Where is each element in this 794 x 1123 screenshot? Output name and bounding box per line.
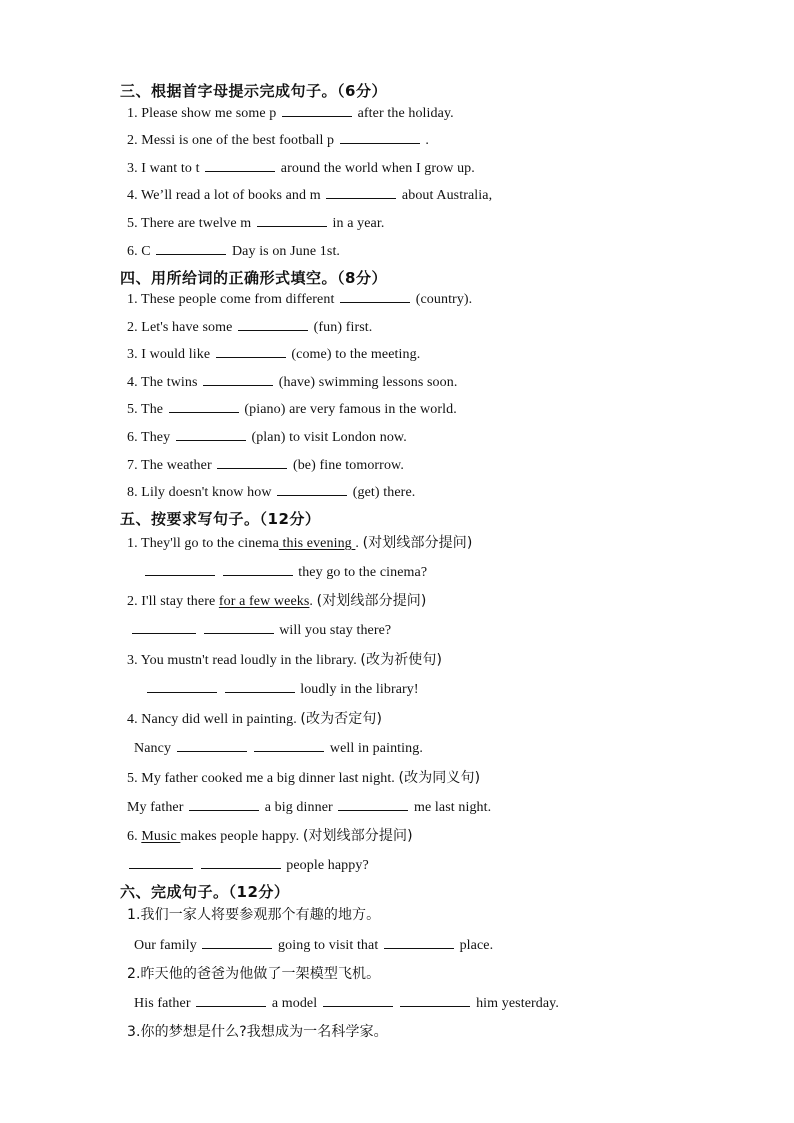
answer-blank[interactable] — [132, 620, 196, 634]
s4-question-7: 7. The weather (be) fine tomorrow. — [127, 455, 404, 474]
answer-blank[interactable] — [326, 185, 396, 199]
s4-question-4: 4. The twins (have) swimming lessons soon. — [127, 372, 457, 391]
section-6-title: 六、完成句子。（12分） — [120, 883, 290, 901]
s4-question-1: 1. These people come from different (country). — [127, 289, 472, 308]
s6-answer-1: Our family going to visit that place. — [134, 935, 493, 954]
s5-question-1: 1. They'll go to the cinema this evening . (对划线部分提问) — [127, 535, 473, 551]
s3-question-1: 1. Please show me some p after the holiday. — [127, 103, 454, 122]
answer-blank[interactable] — [257, 213, 327, 227]
answer-blank[interactable] — [145, 562, 215, 576]
section-3-title: 三、根据首字母提示完成句子。（6分） — [120, 82, 387, 100]
answer-blank[interactable] — [238, 317, 308, 331]
s5-question-5: 5. My father cooked me a big dinner last night. (改为同义句) — [127, 770, 481, 786]
s5-question-3: 3. You mustn't read loudly in the library. (改为祈使句) — [127, 652, 443, 668]
answer-blank[interactable] — [277, 482, 347, 496]
s5-answer-6: people happy? — [127, 855, 369, 874]
s3-question-6: 6. C Day is on June 1st. — [127, 241, 340, 260]
s5-question-2: 2. I'll stay there for a few weeks. (对划线部分提问) — [127, 593, 427, 609]
answer-blank[interactable] — [384, 935, 454, 949]
underlined-part: for a few weeks — [218, 594, 310, 609]
answer-blank[interactable] — [282, 103, 352, 117]
s6-answer-2: His father a model him yesterday. — [134, 993, 559, 1012]
s6-question-3: 3.你的梦想是什么?我想成为一名科学家。 — [127, 1024, 388, 1040]
s4-question-3: 3. I would like (come) to the meeting. — [127, 344, 420, 363]
s5-answer-5: My father a big dinner me last night. — [127, 797, 491, 816]
s5-answer-3: loudly in the library! — [145, 679, 419, 698]
answer-blank[interactable] — [201, 855, 281, 869]
s4-question-6: 6. They (plan) to visit London now. — [127, 427, 407, 446]
s6-question-2: 2.昨天他的爸爸为他做了一架模型飞机。 — [127, 966, 381, 982]
answer-blank[interactable] — [225, 679, 295, 693]
s6-question-1: 1.我们一家人将要参观那个有趣的地方。 — [127, 907, 381, 923]
answer-blank[interactable] — [216, 344, 286, 358]
s4-question-2: 2. Let's have some (fun) first. — [127, 317, 372, 336]
section-4-title: 四、用所给词的正确形式填空。（8分） — [120, 269, 387, 287]
answer-blank[interactable] — [223, 562, 293, 576]
s5-question-4: 4. Nancy did well in painting. (改为否定句) — [127, 711, 383, 727]
s5-answer-1: they go to the cinema? — [143, 562, 427, 581]
s5-answer-4: Nancy well in painting. — [134, 738, 423, 757]
answer-blank[interactable] — [340, 130, 420, 144]
s5-question-6: 6. Music makes people happy. (对划线部分提问) — [127, 828, 413, 844]
s5-answer-2: will you stay there? — [130, 620, 391, 639]
answer-blank[interactable] — [129, 855, 193, 869]
s3-question-5: 5. There are twelve m in a year. — [127, 213, 384, 232]
underlined-part: this evening — [278, 536, 356, 551]
answer-blank[interactable] — [189, 797, 259, 811]
answer-blank[interactable] — [400, 993, 470, 1007]
section-5-title: 五、按要求写句子。（12分） — [120, 510, 321, 528]
answer-blank[interactable] — [176, 427, 246, 441]
answer-blank[interactable] — [177, 738, 247, 752]
answer-blank[interactable] — [323, 993, 393, 1007]
answer-blank[interactable] — [196, 993, 266, 1007]
answer-blank[interactable] — [204, 620, 274, 634]
answer-blank[interactable] — [202, 935, 272, 949]
answer-blank[interactable] — [203, 372, 273, 386]
answer-blank[interactable] — [254, 738, 324, 752]
s3-question-3: 3. I want to t around the world when I grow up. — [127, 158, 475, 177]
s3-question-2: 2. Messi is one of the best football p . — [127, 130, 429, 149]
answer-blank[interactable] — [205, 158, 275, 172]
answer-blank[interactable] — [340, 289, 410, 303]
underlined-part: Music — [141, 829, 181, 844]
s3-question-4: 4. We’ll read a lot of books and m about Australia, — [127, 185, 492, 204]
s4-question-5: 5. The (piano) are very famous in the world. — [127, 399, 457, 418]
s4-question-8: 8. Lily doesn't know how (get) there. — [127, 482, 415, 501]
answer-blank[interactable] — [147, 679, 217, 693]
answer-blank[interactable] — [338, 797, 408, 811]
answer-blank[interactable] — [217, 455, 287, 469]
answer-blank[interactable] — [156, 241, 226, 255]
answer-blank[interactable] — [169, 399, 239, 413]
